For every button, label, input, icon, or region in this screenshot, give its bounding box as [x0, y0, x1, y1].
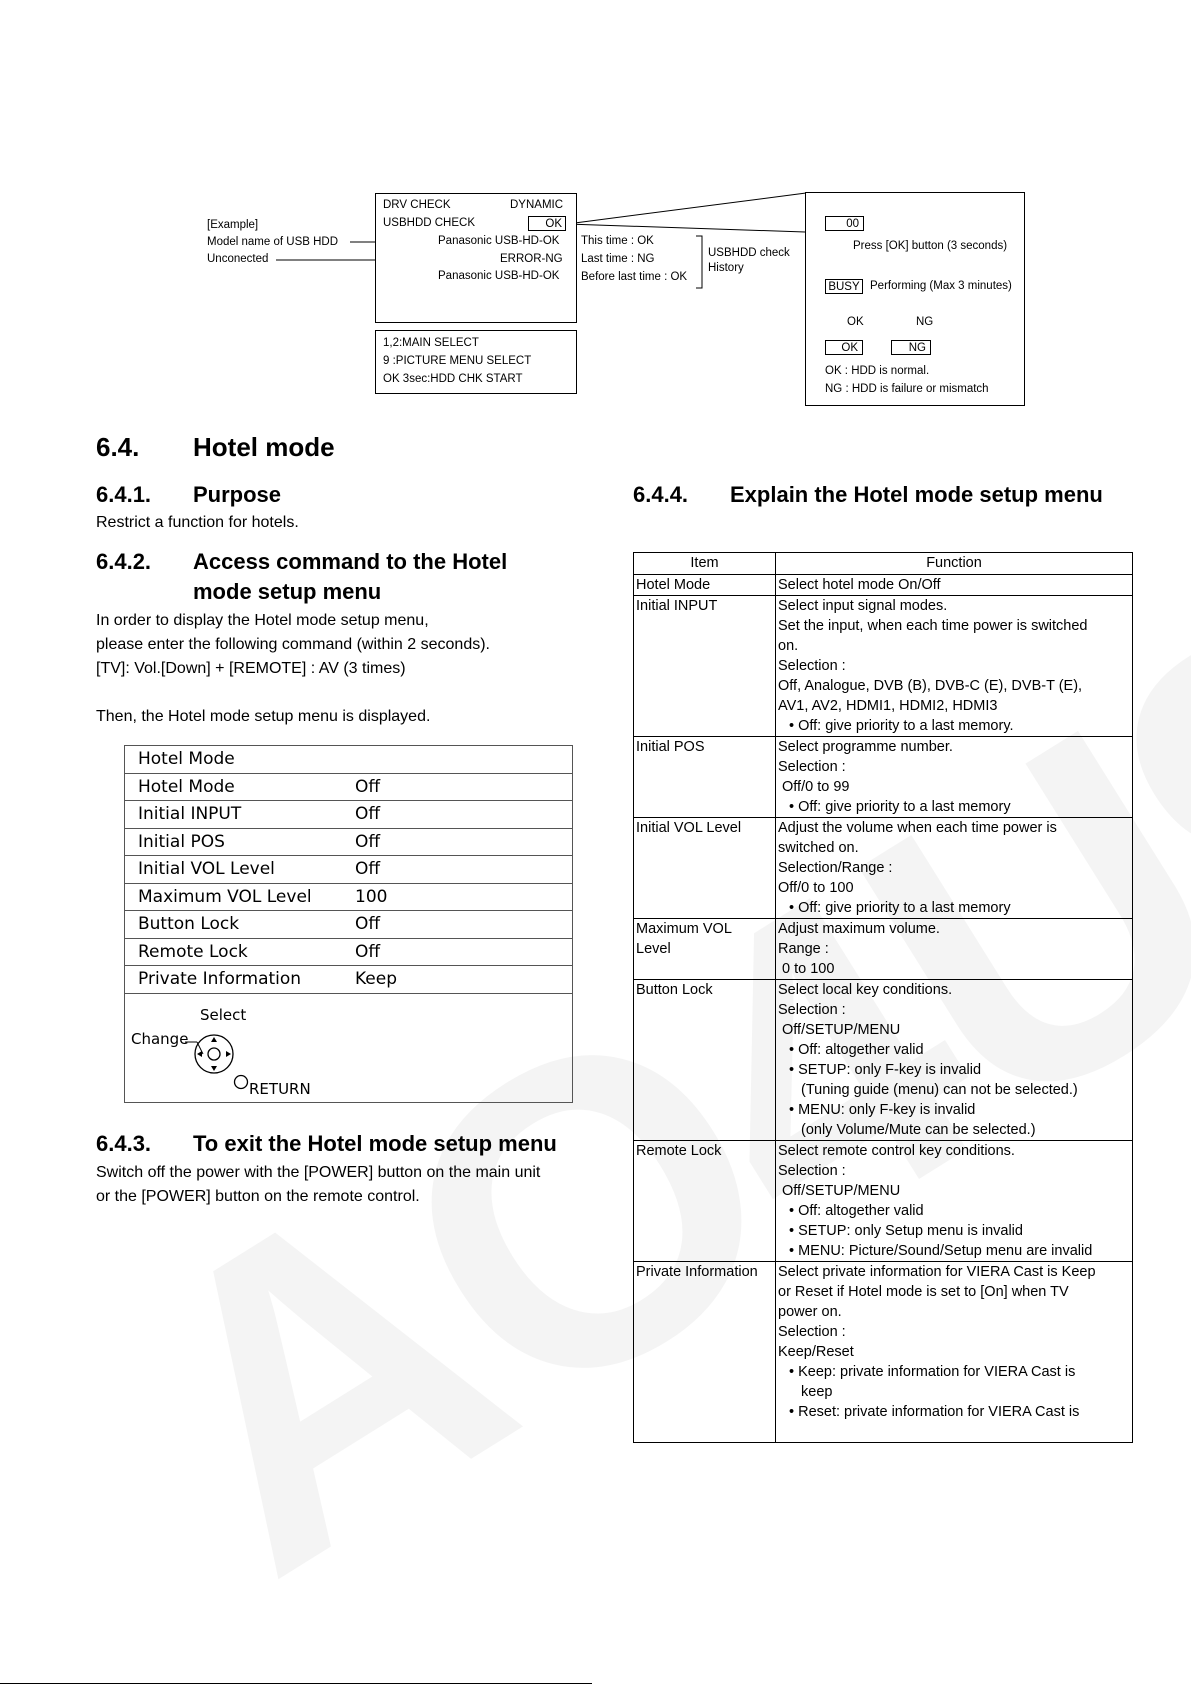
function-line: Selection : [778, 759, 846, 775]
osd-row-value: Off [355, 914, 381, 935]
osd-header [125, 746, 572, 774]
function-bullet: • Reset: private information for VIERA Cast is [789, 1404, 1080, 1420]
function-line: Off/0 to 100 [778, 880, 854, 896]
osd-header-title: Hotel Mode [138, 749, 235, 770]
function-note: (only Volume/Mute can be selected.) [801, 1122, 1036, 1138]
item-line: Maximum VOL [636, 921, 732, 937]
function-line: Adjust the volume when each time power is [778, 820, 1057, 836]
function-cell [776, 575, 1133, 596]
exit-text [96, 1161, 540, 1209]
history-this-time: This time : OK [581, 235, 654, 247]
function-line: Select local key conditions. [778, 982, 953, 998]
osd-row-value: Keep [355, 969, 398, 990]
hotel-mode-osd-menu [124, 745, 573, 1103]
osd-row[interactable] [125, 911, 572, 939]
function-line: Off/SETUP/MENU [782, 1183, 901, 1199]
exit-line-2: or the [POWER] button on the remote control. [96, 1188, 420, 1205]
function-line: Range : [778, 941, 829, 957]
osd-row-value: Off [355, 859, 381, 880]
function-cell [776, 1141, 1133, 1262]
osd-select-label: Select [200, 1005, 247, 1024]
section-title: Hotel mode [193, 432, 335, 462]
function-bullet: • Off: altogether valid [789, 1042, 924, 1058]
osd-row[interactable] [125, 829, 572, 857]
function-line: Off/0 to 99 [782, 779, 850, 795]
footer-rule [0, 1683, 592, 1684]
table-row [634, 596, 1133, 737]
function-line: or Reset if Hotel mode is set to [On] when TV [778, 1284, 1069, 1300]
osd-row-label: Initial VOL Level [138, 859, 275, 880]
osd-nav-hint [125, 994, 572, 1108]
function-line: Selection : [778, 1163, 846, 1179]
section-6-4-heading [96, 432, 335, 463]
function-line: Set the input, when each time power is switched [778, 618, 1088, 634]
osd-row[interactable] [125, 884, 572, 912]
function-line: Select hotel mode On/Off [778, 577, 941, 593]
access-line-4: Then, the Hotel mode setup menu is displayed. [96, 708, 431, 725]
access-line-1: In order to display the Hotel mode setup menu, [96, 612, 429, 629]
table-row [634, 737, 1133, 818]
function-cell [776, 596, 1133, 737]
table-row [634, 575, 1133, 596]
col-item-header: Item [634, 553, 776, 575]
osd-row-label: Initial POS [138, 831, 225, 852]
function-bullet: • SETUP: only F-key is invalid [789, 1062, 982, 1078]
flow-busy-box: BUSY [825, 279, 863, 294]
exit-line-1: Switch off the power with the [POWER] button on the main unit [96, 1164, 541, 1181]
section-6-4-3-heading [96, 1131, 557, 1157]
function-line: Select programme number. [778, 739, 953, 755]
osd-row-value: 100 [355, 886, 388, 907]
function-cell [776, 980, 1133, 1141]
history-label-1: USBHDD check [708, 247, 790, 259]
history-label-2: History [708, 262, 744, 274]
table-row [634, 1262, 1133, 1443]
flow-code-box: 00 [825, 216, 864, 231]
menu-line-3: OK 3sec:HDD CHK START [383, 373, 523, 385]
function-line: 0 to 100 [782, 961, 835, 977]
result-row-1: Panasonic USB-HD-OK [438, 235, 560, 247]
function-bullet: • Off: give priority to a last memory [789, 900, 1011, 916]
section-number: 6.4.2. [96, 549, 152, 574]
item-cell: Hotel Mode [634, 575, 776, 596]
section-number: 6.4.3. [96, 1131, 152, 1156]
item-cell: Remote Lock [634, 1141, 776, 1262]
section-number: 6.4. [96, 432, 140, 462]
function-cell [776, 818, 1133, 919]
function-note: (Tuning guide (menu) can not be selected.) [801, 1082, 1078, 1098]
item-cell: Initial POS [634, 737, 776, 818]
item-cell: Button Lock [634, 980, 776, 1141]
osd-row[interactable] [125, 966, 572, 994]
table-header-row [634, 553, 1133, 575]
osd-row-label: Button Lock [138, 914, 240, 935]
function-bullet: • SETUP: only Setup menu is invalid [789, 1223, 1023, 1239]
function-line: Off, Analogue, DVB (B), DVB-C (E), DVB-T (E), [778, 678, 1083, 694]
access-line-3: [TV]: Vol.[Down] + [REMOTE] : AV (3 times) [96, 660, 406, 677]
function-line: Selection : [778, 1324, 846, 1340]
function-line: AV1, AV2, HDMI1, HDMI2, HDMI3 [778, 698, 998, 714]
item-cell: Private Information [634, 1262, 776, 1443]
function-line: Select private information for VIERA Cast is Keep [778, 1264, 1096, 1280]
table-row [634, 980, 1133, 1141]
section-number: 6.4.4. [633, 482, 689, 507]
result-row-3: Panasonic USB-HD-OK [438, 270, 560, 282]
flow-ok-box: OK [825, 340, 863, 355]
dynamic-label: DYNAMIC [510, 199, 564, 211]
function-bullet: • Off: give priority to a last memory [789, 799, 1011, 815]
section-6-4-2-heading [96, 547, 507, 607]
osd-return-label: RETURN [249, 1079, 311, 1098]
item-cell [634, 919, 776, 980]
ok-status-box: OK [528, 216, 566, 231]
section-number: 6.4.1. [96, 482, 152, 507]
section-6-4-4-heading [633, 482, 1103, 508]
osd-row-label: Private Information [138, 969, 302, 990]
function-line: switched on. [778, 840, 859, 856]
return-circle-icon [233, 1074, 249, 1090]
osd-row-label: Initial INPUT [138, 804, 242, 825]
flow-ng-branch: NG [916, 316, 934, 328]
function-cell [776, 919, 1133, 980]
section-title-line-2: mode setup menu [193, 579, 382, 604]
flow-ok-branch: OK [847, 316, 864, 328]
function-line: Select input signal modes. [778, 598, 948, 614]
osd-row-label: Hotel Mode [138, 776, 235, 797]
osd-row[interactable] [125, 774, 572, 802]
unconnected-label: Unconected [207, 253, 269, 265]
section-title-line-1: Access command to the Hotel [193, 549, 508, 574]
drv-check-label: DRV CHECK [383, 199, 451, 211]
osd-row-value: Off [355, 776, 381, 797]
table-row [634, 1141, 1133, 1262]
section-title: Explain the Hotel mode setup menu [730, 482, 1103, 507]
col-function-header: Function [776, 553, 1133, 575]
function-bullet: • Keep: private information for VIERA Cast is [789, 1364, 1076, 1380]
osd-row-value: Off [355, 831, 381, 852]
item-cell: Initial VOL Level [634, 818, 776, 919]
osd-row[interactable] [125, 939, 572, 967]
history-last-time: Last time : NG [581, 253, 655, 265]
history-before-last: Before last time : OK [581, 271, 688, 283]
function-cell [776, 1262, 1133, 1443]
purpose-text: Restrict a function for hotels. [96, 514, 299, 531]
item-cell: Initial INPUT [634, 596, 776, 737]
table-row [634, 919, 1133, 980]
section-title: Purpose [193, 482, 282, 507]
function-line: Selection : [778, 658, 846, 674]
osd-change-label: Change [131, 1029, 189, 1048]
function-line: Adjust maximum volume. [778, 921, 940, 937]
function-line: on. [778, 638, 799, 654]
item-line: Level [636, 941, 671, 957]
menu-line-1: 1,2:MAIN SELECT [383, 337, 479, 349]
access-command-text [96, 609, 490, 729]
function-bullet: • MENU: only F-key is invalid [789, 1102, 976, 1118]
flow-ng-note: NG : HDD is failure or mismatch [825, 383, 989, 395]
function-cell [776, 737, 1133, 818]
osd-row-label: Maximum VOL Level [138, 886, 312, 907]
function-line: Keep/Reset [778, 1344, 854, 1360]
access-line-2: please enter the following command (within 2 seconds). [96, 636, 490, 653]
function-bullet: • Off: give priority to a last memory. [789, 718, 1014, 734]
flow-performing-label: Performing (Max 3 minutes) [870, 280, 1012, 292]
result-row-2: ERROR-NG [500, 253, 563, 265]
flow-press-label: Press [OK] button (3 seconds) [853, 240, 1008, 252]
function-note: keep [801, 1384, 833, 1400]
flow-ng-box: NG [891, 340, 931, 355]
osd-row[interactable] [125, 801, 572, 829]
flow-ok-note: OK : HDD is normal. [825, 365, 930, 377]
function-line: Off/SETUP/MENU [782, 1022, 901, 1038]
model-name-label: Model name of USB HDD [207, 236, 339, 248]
osd-row-value: Off [355, 941, 381, 962]
function-line: Selection : [778, 1002, 846, 1018]
example-label: [Example] [207, 219, 259, 231]
function-line: Select remote control key conditions. [778, 1143, 1015, 1159]
function-bullet: • MENU: Picture/Sound/Setup menu are invalid [789, 1243, 1093, 1259]
menu-line-2: 9 :PICTURE MENU SELECT [383, 355, 532, 367]
table-row [634, 818, 1133, 919]
function-line: Selection/Range : [778, 860, 893, 876]
usbhdd-check-label: USBHDD CHECK [383, 217, 476, 229]
section-title: To exit the Hotel mode setup menu [193, 1131, 557, 1156]
function-line: power on. [778, 1304, 842, 1320]
osd-row-value: Off [355, 804, 381, 825]
osd-row-label: Remote Lock [138, 941, 248, 962]
hotel-mode-function-table [633, 552, 1133, 1443]
section-6-4-1-heading [96, 482, 281, 508]
osd-row[interactable] [125, 856, 572, 884]
function-bullet: • Off: altogether valid [789, 1203, 924, 1219]
